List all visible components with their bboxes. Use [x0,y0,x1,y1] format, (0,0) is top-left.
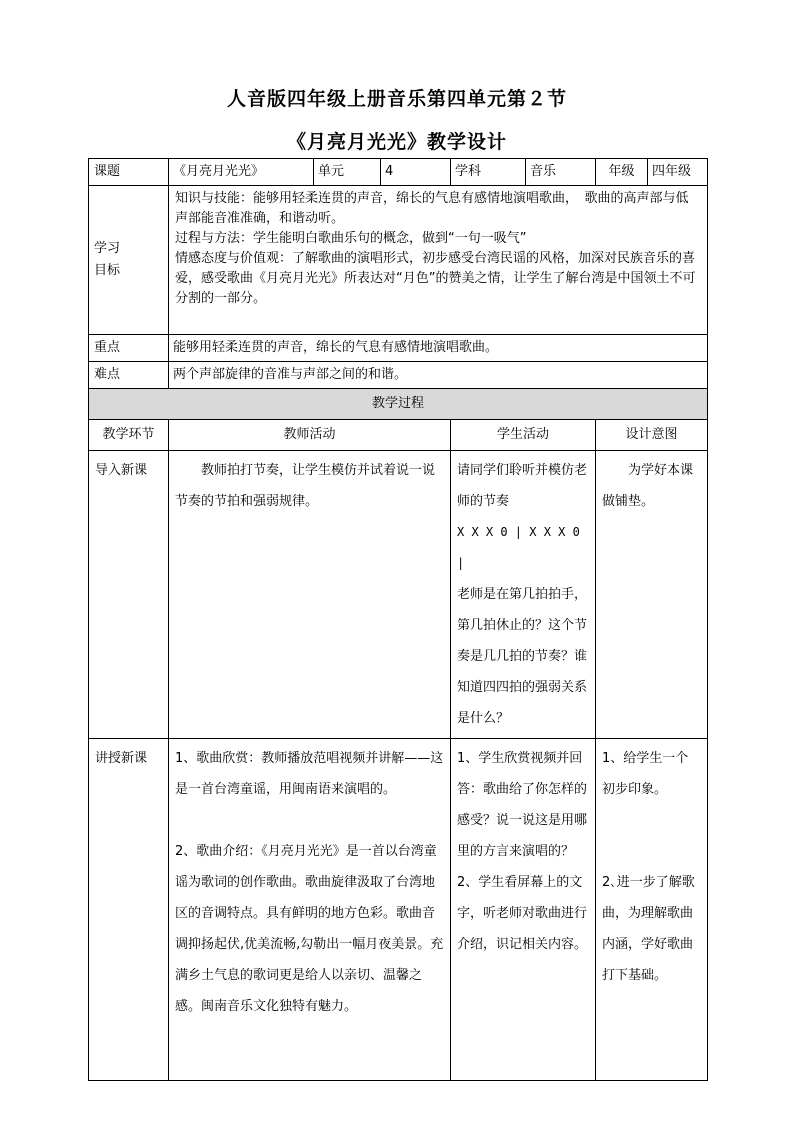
teacher-activity-item: 2、歌曲介绍：《月亮月光光》是一首以台湾童谣为歌词的创作歌曲。歌曲旋律汲取了台湾地区的音调特点。具有鲜明的地方色彩。歌曲音调抑扬起伏,优美流畅,勾勒出一幅月夜美景。充满乡土气息的歌词更是给人以亲切、温馨之感。闽南音乐文化独特有魅力。 [175,844,444,1014]
process-row-intro [89,451,708,739]
stage-intro: 导入新课 [89,451,169,739]
design-intent-intro: 为学好本课做铺垫。 [596,451,708,739]
student-activity-intro [451,451,596,739]
key-point-text: 能够用轻柔连贯的声音，绵长的气息有感情地演唱歌曲。 [169,335,708,362]
process-header-row [89,420,708,451]
teacher-activity-item: 1、歌曲欣赏：教师播放范唱视频并讲解——这是一首台湾童谣，用闽南语来演唱的。 [175,751,444,797]
objectives-row [89,186,708,335]
stage-teaching: 讲授新课 [89,739,169,1081]
objective-knowledge: 知识与技能：能够用轻柔连贯的声音，绵长的气息有感情地演唱歌曲， 歌曲的高声部与低声部能音准准确，和谐动听。 [175,191,689,226]
difficulty-text: 两个声部旋律的音准与声部之间的和谐。 [169,362,708,389]
objectives-content [169,186,708,335]
topic-value: 《月亮月光光》 [169,159,314,186]
subject-value: 音乐 [526,159,596,186]
student-activity-teaching [451,739,596,1081]
student-activity-item: 1、学生欣赏视频并回答：歌曲给了你怎样的感受？说一说这是用哪里的方言来演唱的？ [457,751,588,859]
topic-label: 课题 [89,159,169,186]
difficulty-label: 难点 [89,362,169,389]
key-point-row [89,335,708,362]
header-intent: 设计意图 [596,420,708,451]
lesson-plan-table [88,158,708,1081]
grade-value: 四年级 [648,159,708,186]
design-intent-item: 2､进一步了解歌曲，为理解歌曲内涵，学好歌曲打下基础。 [602,875,695,983]
student-activity-line: 请同学们聆听并模仿老师的节奏 [457,463,588,509]
student-activity-line: 老师是在第几拍拍手，第几拍休止的？这个节奏是几几拍的节奏？谁知道四四拍的强弱关系是什么？ [457,587,588,726]
objective-attitude: 情感态度与价值观：了解歌曲的演唱形式，初步感受台湾民谣的风格，加深对民族音乐的喜爱，感受歌曲《月亮月光光》所表达对“月色”的赞美之情，让学生了解台湾是中国领土不可分割的一部分。 [175,251,696,306]
header-student: 学生活动 [451,420,596,451]
document-title: 人音版四年级上册音乐第四单元第２节 [226,88,567,110]
subject-label: 学科 [451,159,526,186]
objective-process: 过程与方法：学生能明白歌曲乐句的概念，做到“一句一吸气” [175,231,527,246]
objectives-label: 学习目标 [89,186,169,335]
header-stage: 教学环节 [89,420,169,451]
info-row [89,159,708,186]
unit-value: 4 [381,159,451,186]
process-title-row [89,389,708,420]
process-title: 教学过程 [89,389,708,420]
process-row-teaching [89,739,708,1081]
document-subtitle: 《月亮月光光》教学设计 [286,131,507,153]
student-activity-item: 2、学生看屏幕上的文字，听老师对歌曲进行介绍，识记相关内容。 [457,875,588,952]
teacher-activity-teaching [169,739,451,1081]
design-intent-item: 1、给学生一个初步印象。 [602,751,689,797]
teacher-activity-intro: 教师拍打节奏，让学生模仿并试着说一说节奏的节拍和强弱规律。 [169,451,451,739]
header-teacher: 教师活动 [169,420,451,451]
design-intent-teaching [596,739,708,1081]
difficulty-row [89,362,708,389]
unit-label: 单元 [314,159,381,186]
grade-label: 年级 [596,159,648,186]
rhythm-notation: X X X 0 | X X X 0 | [457,525,580,570]
key-point-label: 重点 [89,335,169,362]
